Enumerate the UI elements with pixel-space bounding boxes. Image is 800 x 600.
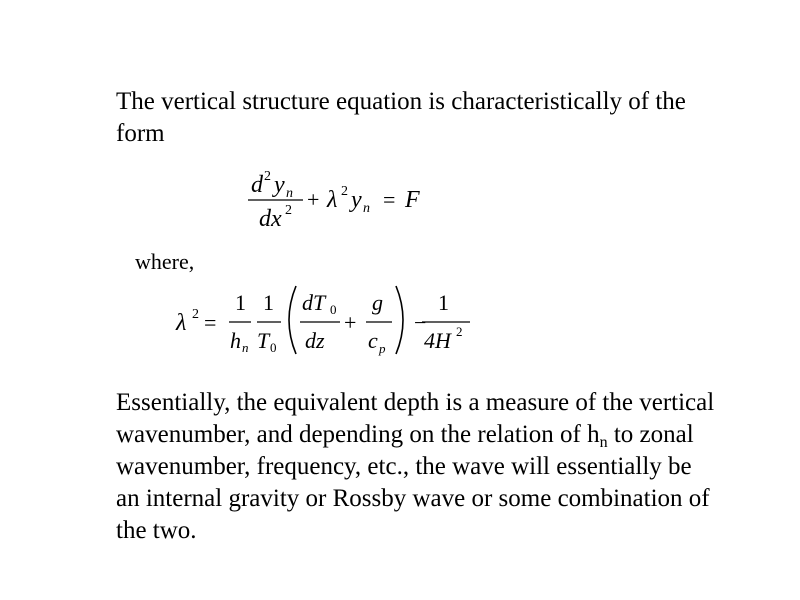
eq2-minus: − bbox=[414, 310, 427, 335]
eq1-dx-exponent: 2 bbox=[285, 203, 292, 218]
eq1-d: d bbox=[251, 172, 263, 198]
eq2-one-c: 1 bbox=[438, 290, 449, 315]
eq2-plus: + bbox=[344, 310, 357, 335]
eq2-dz: dz bbox=[305, 328, 325, 353]
eq1-d-exponent: 2 bbox=[264, 169, 271, 184]
eq1-plus: + bbox=[307, 187, 320, 212]
closing-hn-subscript: n bbox=[599, 434, 608, 451]
eq2-H-exponent: 2 bbox=[456, 324, 463, 339]
eq2-right-paren bbox=[396, 286, 403, 354]
eq2-one-a: 1 bbox=[235, 290, 246, 315]
eq1-equals: = bbox=[383, 187, 396, 212]
eq1-lambda: λ bbox=[327, 187, 338, 213]
eq2-one-b: 1 bbox=[263, 290, 274, 315]
eq2-lambda-exponent: 2 bbox=[192, 307, 199, 322]
eq2-equals: = bbox=[204, 310, 217, 335]
eq2-h-subscript: n bbox=[242, 340, 249, 355]
eq2-g: g bbox=[372, 290, 383, 315]
intro-paragraph: The vertical structure equation is characteristically of the form bbox=[116, 88, 686, 147]
lambda-squared-equation bbox=[170, 280, 480, 360]
eq1-y2-subscript: n bbox=[363, 201, 370, 216]
eq1-y: y bbox=[274, 172, 285, 198]
eq2-dT: dT bbox=[302, 290, 326, 315]
closing-text-part2: to zonal wavenumber, frequency, etc., the wave will essentially be an internal gravity or Rossby wave or some combination of the two. bbox=[116, 421, 710, 544]
eq2-4H: 4H bbox=[424, 328, 451, 353]
eq1-lambda-exponent: 2 bbox=[341, 184, 348, 199]
where-label: where, bbox=[135, 249, 195, 274]
eq1-y2: y bbox=[351, 187, 362, 213]
eq2-c: c bbox=[368, 328, 378, 353]
eq2-dT-subscript: 0 bbox=[330, 302, 337, 317]
eq2-T: T bbox=[257, 328, 270, 353]
closing-paragraph bbox=[116, 387, 716, 547]
eq1-dx: dx bbox=[259, 206, 282, 232]
closing-text-part1: Essentially, the equivalent depth is a measure of the vertical wavenumber, and depending on the relation of h bbox=[116, 389, 715, 448]
eq2-h: h bbox=[230, 328, 241, 353]
eq2-left-paren bbox=[289, 286, 296, 354]
eq2-T-subscript: 0 bbox=[270, 340, 277, 355]
eq1-y-subscript: n bbox=[286, 186, 293, 201]
vertical-structure-equation bbox=[245, 164, 445, 234]
eq2-c-subscript: p bbox=[379, 341, 386, 356]
eq1-F: F bbox=[405, 187, 420, 213]
eq2-lambda: λ bbox=[176, 310, 187, 336]
